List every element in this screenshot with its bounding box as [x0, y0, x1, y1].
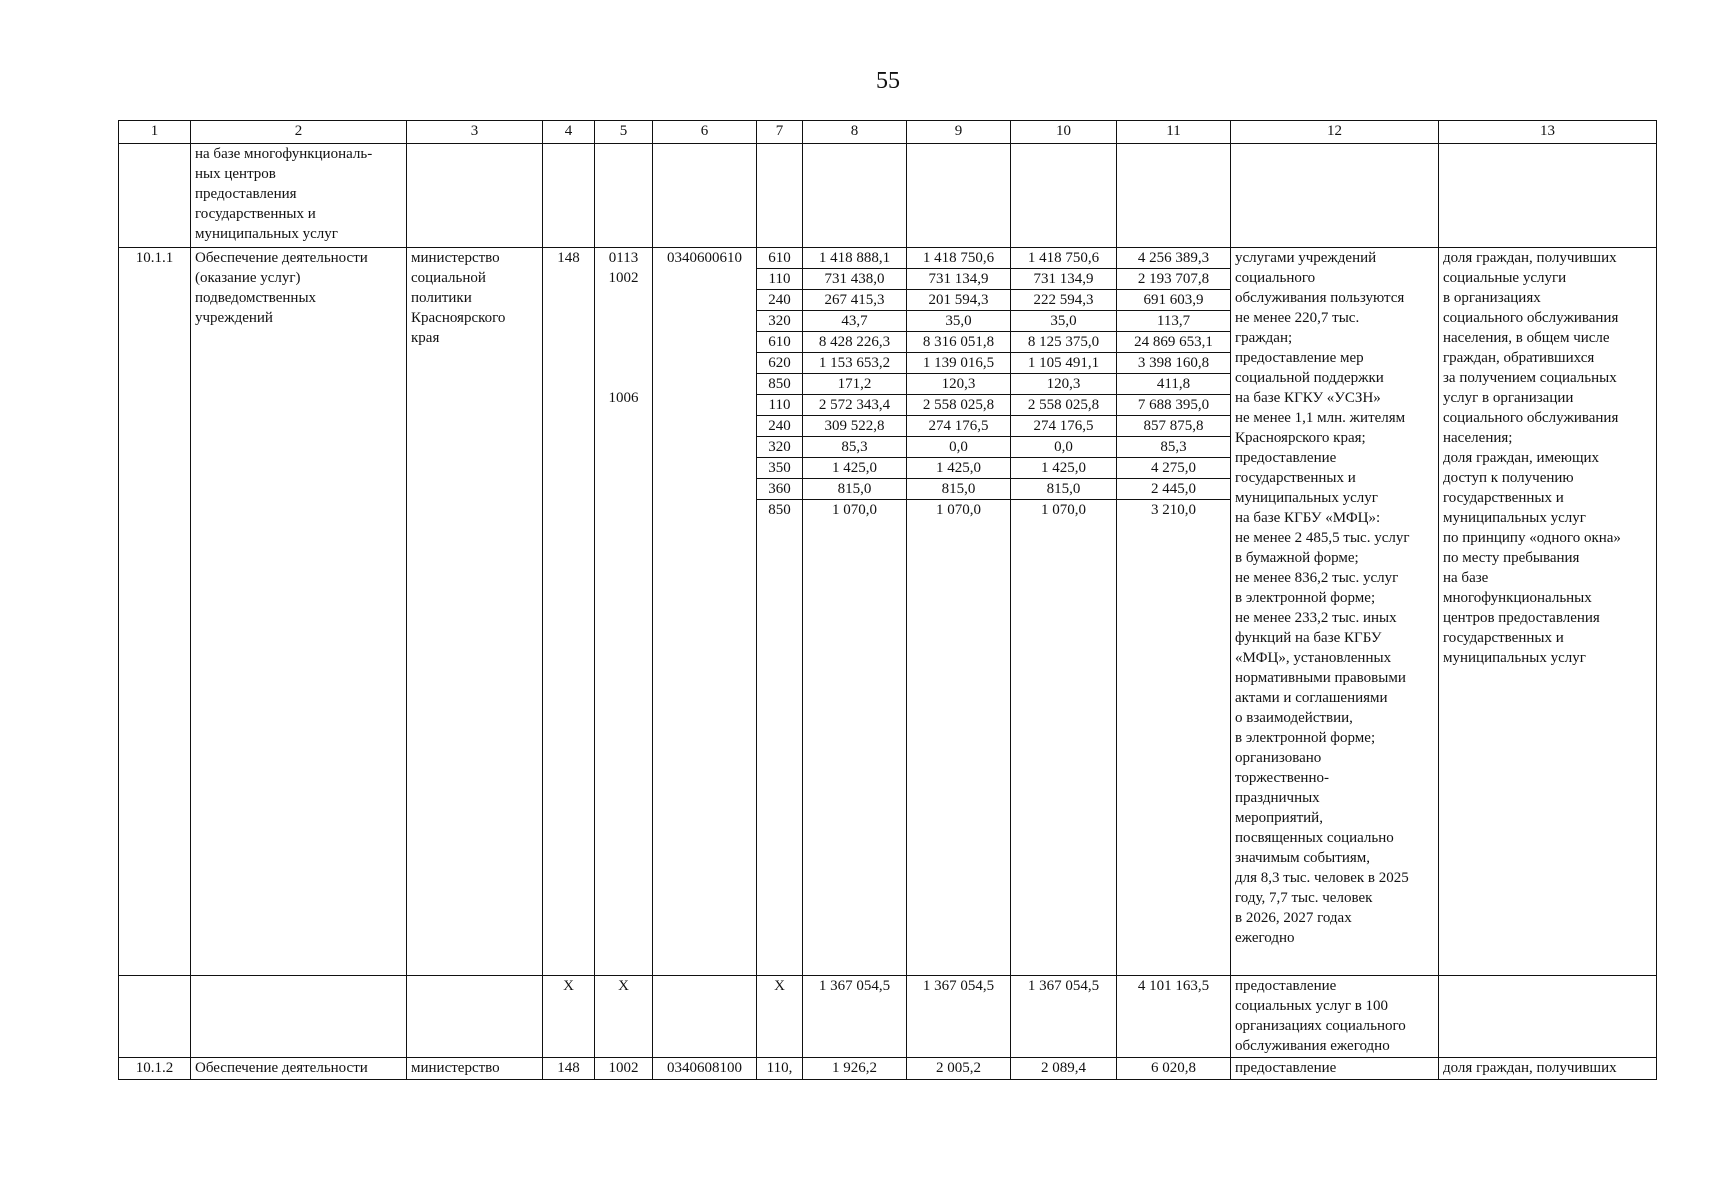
year-2026-list [907, 248, 1010, 520]
result-line: не менее 1,1 млн. жителям [1235, 410, 1406, 426]
amount-cell: 309 522,8 [803, 416, 906, 437]
amount-2026: 2 005,2 [907, 1058, 1011, 1080]
vr-cell: 360 [757, 479, 802, 500]
amount-cell: 267 415,3 [803, 290, 906, 311]
vr-cell: 320 [757, 437, 802, 458]
amount-cell: 731 134,9 [907, 269, 1010, 290]
header-cell: 7 [757, 121, 803, 144]
indicator-line: населения; [1443, 430, 1513, 446]
vr-x: Х [757, 976, 803, 1058]
result-line: для 8,3 тыс. человек в 2025 [1235, 870, 1409, 886]
responsible-ministry: министерство [407, 1058, 543, 1080]
result-line: обслуживания пользуются [1235, 290, 1405, 306]
activity-name: Обеспечение деятельности [191, 1058, 407, 1080]
indicator-line: доля граждан, имеющих [1443, 450, 1600, 466]
year-2025-column [803, 248, 907, 976]
result-line: в электронной форме; [1235, 590, 1376, 606]
amount-cell: 0,0 [1011, 437, 1116, 458]
amount-cell: 113,7 [1117, 311, 1230, 332]
result-line: предоставление мер [1235, 350, 1364, 366]
amount-cell: 4 275,0 [1117, 458, 1230, 479]
result-line: праздничных [1235, 790, 1320, 806]
result-line: году, 7,7 тыс. человек [1235, 890, 1373, 906]
amount-cell: 3 398 160,8 [1117, 353, 1230, 374]
header-cell: 3 [407, 121, 543, 144]
indicator-line: муниципальных услуг [1443, 650, 1586, 666]
result-line: в 2026, 2027 годах [1235, 910, 1352, 926]
result-line: функций на базе КГБУ [1235, 630, 1382, 646]
result-line: Красноярского края; [1235, 430, 1366, 446]
continuation-name: на базе многофункциональ- ных центров предоставления государственных и муниципальных услуг [191, 144, 407, 248]
amount-cell: 1 418 750,6 [922, 250, 995, 266]
amount-cell: 171,2 [803, 374, 906, 395]
amount-cell: 274 176,5 [1011, 416, 1116, 437]
header-cell: 5 [595, 121, 653, 144]
vr-cell: 850 [757, 374, 802, 395]
amount-cell: 3 210,0 [1117, 500, 1230, 521]
amount-cell: 857 875,8 [1117, 416, 1230, 437]
amount-cell: 1 425,0 [907, 458, 1010, 479]
amount-2027: 2 089,4 [1011, 1058, 1117, 1080]
result-line: предоставление [1235, 450, 1337, 466]
indicator-line: в организациях [1443, 290, 1541, 306]
amount-cell: 35,0 [907, 311, 1010, 332]
indicator-line: государственных и [1443, 630, 1564, 646]
result-line: государственных и [1235, 470, 1356, 486]
amount-cell: 731 134,9 [1011, 269, 1116, 290]
amount-cell: 1 153 653,2 [803, 353, 906, 374]
expected-result: предоставление [1231, 1058, 1439, 1080]
vr-code: 110, [757, 1058, 803, 1080]
result-line: значимым событиям, [1235, 850, 1370, 866]
indicator-line: социальные услуги [1443, 270, 1567, 286]
result-line: на базе КГКУ «УСЗН» [1235, 390, 1381, 406]
vr-cell: 240 [757, 290, 802, 311]
header-cell: 2 [191, 121, 407, 144]
result-line: социального [1235, 270, 1316, 286]
result-line: услугами учреждений [1235, 250, 1377, 266]
year-2027-column [1011, 248, 1117, 976]
vr-cell: 110 [757, 269, 802, 290]
amount-cell: 0,0 [907, 437, 1010, 458]
rzpr-code: 1002 [595, 1058, 653, 1080]
result-line: граждан; [1235, 330, 1293, 346]
result-line: на базе КГБУ «МФЦ»: [1235, 510, 1381, 526]
result-line: ежегодно [1235, 930, 1295, 946]
header-cell: 8 [803, 121, 907, 144]
grbs-code: 148 [543, 1058, 595, 1080]
indicator-line: граждан, обратившихся [1443, 350, 1595, 366]
amount-cell: 43,7 [803, 311, 906, 332]
indicator-line: услуг в организации [1443, 390, 1574, 406]
indicator-line: доступ к получению [1443, 470, 1574, 486]
result-line: в электронной форме; [1235, 730, 1376, 746]
amount-cell: 120,3 [1011, 374, 1116, 395]
header-row [119, 121, 1657, 144]
header-cell: 4 [543, 121, 595, 144]
vr-cell: 350 [757, 458, 802, 479]
result-line: не менее 220,7 тыс. [1235, 310, 1360, 326]
amount-cell: 2 572 343,4 [803, 395, 906, 416]
continuation-row [119, 144, 1657, 248]
indicator-line: муниципальных услуг [1443, 510, 1586, 526]
amount-cell: 1 425,0 [1011, 458, 1116, 479]
indicator-line: государственных и [1443, 490, 1564, 506]
indicator-line: по месту пребывания [1443, 550, 1580, 566]
amount-total: 6 020,8 [1117, 1058, 1231, 1080]
amount-cell: 8 428 226,3 [803, 332, 906, 353]
result-line: «МФЦ», установленных [1235, 650, 1392, 666]
vr-cell: 110 [757, 395, 802, 416]
activity-name: Обеспечение деятельности (оказание услуг) подведомственных учреждений [191, 248, 407, 976]
amount-cell: 2 445,0 [1117, 479, 1230, 500]
year-2025-list [803, 248, 906, 520]
row-10-1-2 [119, 1058, 1657, 1080]
amount-cell: 274 176,5 [907, 416, 1010, 437]
amount-cell: 120,3 [907, 374, 1010, 395]
amount-cell: 24 869 653,1 [1117, 332, 1230, 353]
amount-cell: 1 070,0 [803, 500, 906, 521]
indicator-line: за получением социальных [1443, 370, 1617, 386]
header-cell: 11 [1117, 121, 1231, 144]
amount-2025: 1 367 054,5 [803, 976, 907, 1058]
amount-cell: 1 425,0 [803, 458, 906, 479]
responsible-ministry: министерство социальной политики Красноярского края [407, 248, 543, 976]
amount-cell: 691 603,9 [1117, 290, 1230, 311]
indicator-line: населения, в общем числе [1443, 330, 1610, 346]
total-column [1117, 248, 1231, 976]
amount-cell: 2 193 707,8 [1117, 269, 1230, 290]
amount-2027: 1 367 054,5 [1011, 976, 1117, 1058]
indicator-line: многофункциональных [1443, 590, 1592, 606]
amount-cell: 8 316 051,8 [907, 332, 1010, 353]
indicator-line: социального обслуживания [1443, 410, 1619, 426]
amount-cell: 815,0 [803, 479, 906, 500]
amount-cell: 1 418 750,6 [1027, 250, 1100, 266]
amount-cell: 1 418 888,1 [818, 250, 891, 266]
amount-2026: 1 367 054,5 [907, 976, 1011, 1058]
amount-cell: 731 438,0 [803, 269, 906, 290]
expected-result [1231, 248, 1439, 976]
vr-cell: 610 [757, 332, 802, 353]
amount-2025: 1 926,2 [803, 1058, 907, 1080]
target-indicator: доля граждан, получивших [1439, 1058, 1657, 1080]
row-10-1-1 [119, 248, 1657, 976]
result-line: о взаимодействии, [1235, 710, 1353, 726]
result-line: посвященных социально [1235, 830, 1394, 846]
amount-cell: 35,0 [1011, 311, 1116, 332]
amount-cell: 1 105 491,1 [1011, 353, 1116, 374]
year-2026-column [907, 248, 1011, 976]
rzpr-x: Х [595, 976, 653, 1058]
amount-cell: 8 125 375,0 [1011, 332, 1116, 353]
header-cell: 6 [653, 121, 757, 144]
amount-cell: 815,0 [907, 479, 1010, 500]
vr-cell: 320 [757, 311, 802, 332]
row-number: 10.1.1 [119, 248, 191, 976]
indicator-line: центров предоставления [1443, 610, 1600, 626]
header-cell: 12 [1231, 121, 1439, 144]
amount-cell: 1 070,0 [907, 500, 1010, 521]
amount-cell: 1 070,0 [1011, 500, 1116, 521]
indicator-line: доля граждан, получивших [1443, 250, 1617, 266]
header-cell: 9 [907, 121, 1011, 144]
expected-result: предоставление социальных услуг в 100 организациях социального обслуживания ежегодно [1231, 976, 1439, 1058]
indicator-line: социального обслуживания [1443, 310, 1619, 326]
indicator-line: на базе [1443, 570, 1489, 586]
grbs-code: 148 [543, 248, 595, 976]
amount-cell: 7 688 395,0 [1117, 395, 1230, 416]
result-line: не менее 836,2 тыс. услуг [1235, 570, 1399, 586]
amount-cell: 201 594,3 [907, 290, 1010, 311]
header-cell: 13 [1439, 121, 1657, 144]
row-x-subtotal [119, 976, 1657, 1058]
result-line: нормативными правовыми [1235, 670, 1406, 686]
program-table [118, 120, 1657, 1080]
amount-cell: 222 594,3 [1011, 290, 1116, 311]
header-cell: 10 [1011, 121, 1117, 144]
page-number: 55 [876, 68, 900, 94]
result-line: в бумажной форме; [1235, 550, 1359, 566]
target-indicator [1439, 248, 1657, 976]
result-line: мероприятий, [1235, 810, 1323, 826]
amount-cell: 85,3 [1117, 437, 1230, 458]
year-2027-list [1011, 248, 1116, 520]
indicator-line: по принципу «одного окна» [1443, 530, 1621, 546]
header-cell: 1 [119, 121, 191, 144]
amount-total: 4 101 163,5 [1117, 976, 1231, 1058]
result-line: социальной поддержки [1235, 370, 1384, 386]
result-line: не менее 233,2 тыс. иных [1235, 610, 1397, 626]
row-number: 10.1.2 [119, 1058, 191, 1080]
total-list [1117, 248, 1230, 520]
amount-cell: 4 256 389,3 [1137, 250, 1210, 266]
vr-cell: 620 [757, 353, 802, 374]
csr-code: 0340608100 [653, 1058, 757, 1080]
grbs-x: Х [543, 976, 595, 1058]
amount-cell: 411,8 [1117, 374, 1230, 395]
amount-cell: 85,3 [803, 437, 906, 458]
amount-cell: 2 558 025,8 [907, 395, 1010, 416]
result-line: муниципальных услуг [1235, 490, 1378, 506]
amount-cell: 1 139 016,5 [907, 353, 1010, 374]
vr-cell: 850 [757, 500, 802, 521]
amount-cell: 2 558 025,8 [1011, 395, 1116, 416]
vr-cell: 610 [768, 250, 791, 266]
result-line: актами и соглашениями [1235, 690, 1388, 706]
csr-code: 0340600610 [653, 248, 757, 976]
vr-list [757, 248, 802, 520]
amount-cell: 815,0 [1011, 479, 1116, 500]
result-line: не менее 2 485,5 тыс. услуг [1235, 530, 1410, 546]
rzpr-codes: 0113 1002 1006 [595, 248, 653, 976]
vr-column [757, 248, 803, 976]
vr-cell: 240 [757, 416, 802, 437]
result-line: организовано [1235, 750, 1322, 766]
result-line: торжественно- [1235, 770, 1329, 786]
